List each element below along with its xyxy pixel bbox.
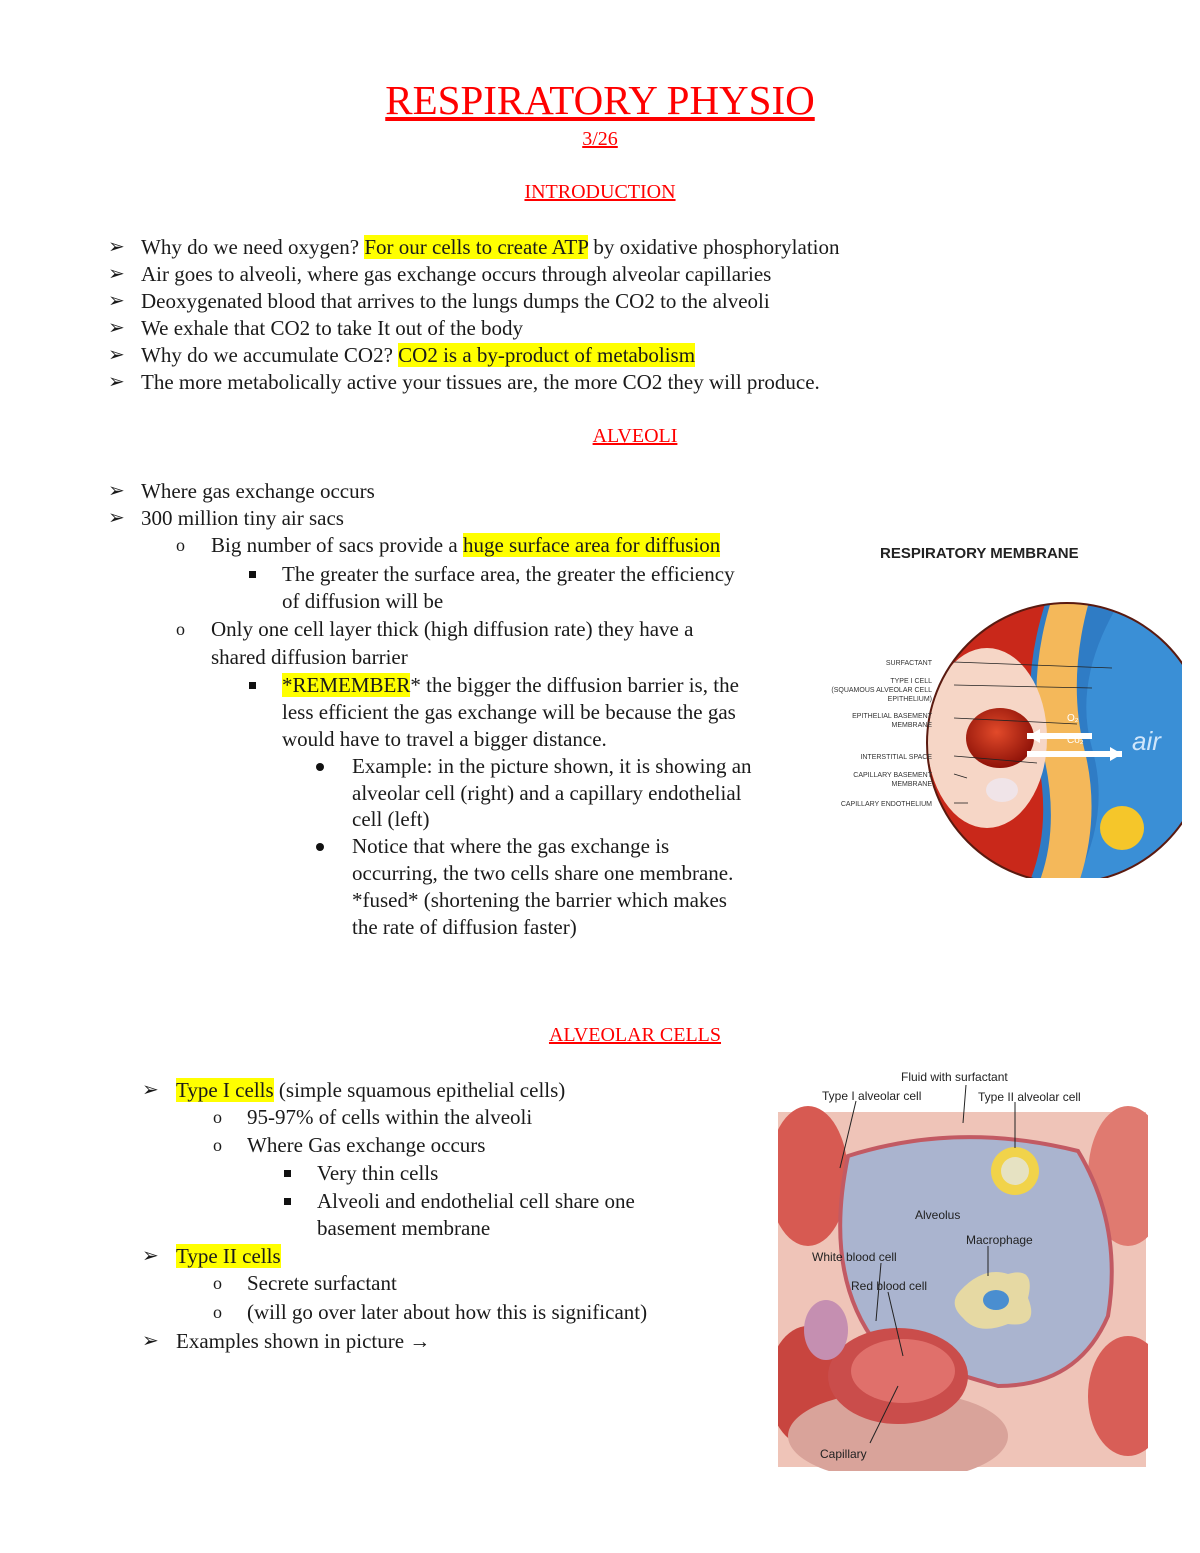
respiratory-membrane-figure <box>822 528 1182 878</box>
list-item-cont: shared diffusion barrier <box>211 645 408 669</box>
label-alveolus: Alveolus <box>915 1208 961 1222</box>
list-item: Secrete surfactant <box>247 1271 397 1295</box>
label-macrophage: Macrophage <box>966 1233 1033 1247</box>
list-item: Only one cell layer thick (high diffusion rate) they have a <box>211 617 694 641</box>
list-item: Type I cells (simple squamous epithelial cells) <box>176 1078 566 1102</box>
arrow-bullet-icon: ➢ <box>108 344 125 366</box>
intro-heading: INTRODUCTION <box>524 181 676 203</box>
dot-bullet-icon <box>316 843 324 851</box>
page-date: 3/26 <box>582 128 618 150</box>
list-item: *REMEMBER* the bigger the diffusion barrier is, the <box>282 673 739 697</box>
label-type1-cell: TYPE I CELL <box>890 678 932 685</box>
dot-bullet-icon <box>316 763 324 771</box>
list-item: 95-97% of cells within the alveoli <box>247 1105 533 1129</box>
list-item-cont: would have to travel a bigger distance. <box>282 727 607 751</box>
label-capillary: Capillary <box>820 1447 867 1461</box>
circle-bullet-icon: o <box>176 619 185 639</box>
alveoli-heading: ALVEOLI <box>592 425 678 447</box>
circle-bullet-icon: o <box>213 1302 222 1322</box>
circle-bullet-icon: o <box>213 1107 222 1127</box>
label-red-blood-cell: Red blood cell <box>851 1279 928 1293</box>
arrow-bullet-icon: ➢ <box>108 507 125 529</box>
list-item: Where gas exchange occurs <box>141 479 375 503</box>
list-item: Air goes to alveoli, where gas exchange occurs through alveolar capillaries <box>141 262 772 286</box>
label-epithelial-bm2: MEMBRANE <box>891 722 932 729</box>
list-item: Big number of sacs provide a huge surface area for diffusion <box>211 533 721 557</box>
list-item: 300 million tiny air sacs <box>141 506 344 530</box>
page-title: RESPIRATORY PHYSIO <box>385 77 815 123</box>
circle-bullet-icon: o <box>213 1135 222 1155</box>
arrow-bullet-icon: ➢ <box>108 236 125 258</box>
label-capillary-endo: CAPILLARY ENDOTHELIUM <box>840 801 932 808</box>
list-item: Why do we need oxygen? For our cells to create ATP by oxidative phosphorylation <box>141 235 840 259</box>
square-bullet-icon <box>284 1198 291 1205</box>
list-item: (will go over later about how this is significant) <box>247 1300 648 1324</box>
arrow-bullet-icon: ➢ <box>142 1079 159 1101</box>
o2-label: O₂ <box>1067 713 1079 724</box>
label-white-blood-cell: White blood cell <box>812 1250 897 1264</box>
label-type1-alveolar: Type I alveolar cell <box>822 1089 922 1103</box>
alveolar-cells-figure <box>778 1066 1148 1471</box>
arrow-bullet-icon: ➢ <box>142 1330 159 1352</box>
list-item-cont: alveolar cell (right) and a capillary endothelial <box>352 781 742 805</box>
circle-bullet-icon: o <box>176 535 185 555</box>
label-type1-cell-desc: (SQUAMOUS ALVEOLAR CELL <box>831 687 932 694</box>
arrow-bullet-icon: ➢ <box>108 263 125 285</box>
label-type1-cell-desc2: EPITHELIUM) <box>887 696 932 703</box>
list-item-cont: *fused* (shortening the barrier which makes <box>352 888 727 912</box>
label-capillary-bm: CAPILLARY BASEMENT <box>853 772 932 779</box>
list-item: Deoxygenated blood that arrives to the lungs dumps the CO2 to the alveoli <box>141 289 770 313</box>
arrow-bullet-icon: ➢ <box>108 290 125 312</box>
label-fluid-surfactant: Fluid with surfactant <box>901 1070 1008 1084</box>
arrow-bullet-icon: ➢ <box>108 317 125 339</box>
list-item: Notice that where the gas exchange is <box>352 834 670 858</box>
arrow-bullet-icon: ➢ <box>142 1245 159 1267</box>
arrow-bullet-icon: ➢ <box>108 480 125 502</box>
list-item: The greater the surface area, the greater the efficiency <box>282 562 735 586</box>
label-interstitial: INTERSTITIAL SPACE <box>860 754 932 761</box>
list-item: Why do we accumulate CO2? CO2 is a by-product of metabolism <box>141 343 696 367</box>
list-item-cont: less efficient the gas exchange will be because the gas <box>282 700 736 724</box>
air-label: air <box>1132 726 1161 756</box>
list-item-cont: occurring, the two cells share one membrane. <box>352 861 734 885</box>
label-capillary-bm2: MEMBRANE <box>891 781 932 788</box>
list-item: Examples shown in picture → <box>176 1329 431 1353</box>
list-item: Type II cells <box>176 1244 281 1268</box>
alveolar-cells-heading: ALVEOLAR CELLS <box>548 1024 722 1046</box>
list-item: Alveoli and endothelial cell share one <box>317 1189 635 1213</box>
label-type2-alveolar: Type II alveolar cell <box>978 1090 1081 1104</box>
list-item-cont: cell (left) <box>352 807 430 831</box>
label-surfactant: SURFACTANT <box>885 660 932 667</box>
list-item: Example: in the picture shown, it is showing an <box>352 754 752 778</box>
square-bullet-icon <box>249 571 256 578</box>
list-item: The more metabolically active your tissues are, the more CO2 they will produce. <box>141 370 820 394</box>
list-item-cont: basement membrane <box>317 1216 491 1240</box>
figure-title: RESPIRATORY MEMBRANE <box>880 545 1079 562</box>
co2-label: Co₂ <box>1067 735 1084 746</box>
list-item: Very thin cells <box>317 1161 439 1185</box>
list-item-cont: the rate of diffusion faster) <box>352 915 577 939</box>
circle-bullet-icon: o <box>213 1273 222 1293</box>
list-item-cont: of diffusion will be <box>282 589 444 613</box>
square-bullet-icon <box>284 1170 291 1177</box>
arrow-bullet-icon: ➢ <box>108 371 125 393</box>
list-item: Where Gas exchange occurs <box>247 1133 486 1157</box>
list-item: We exhale that CO2 to take It out of the body <box>141 316 524 340</box>
square-bullet-icon <box>249 682 256 689</box>
label-epithelial-bm: EPITHELIAL BASEMENT <box>852 713 932 720</box>
